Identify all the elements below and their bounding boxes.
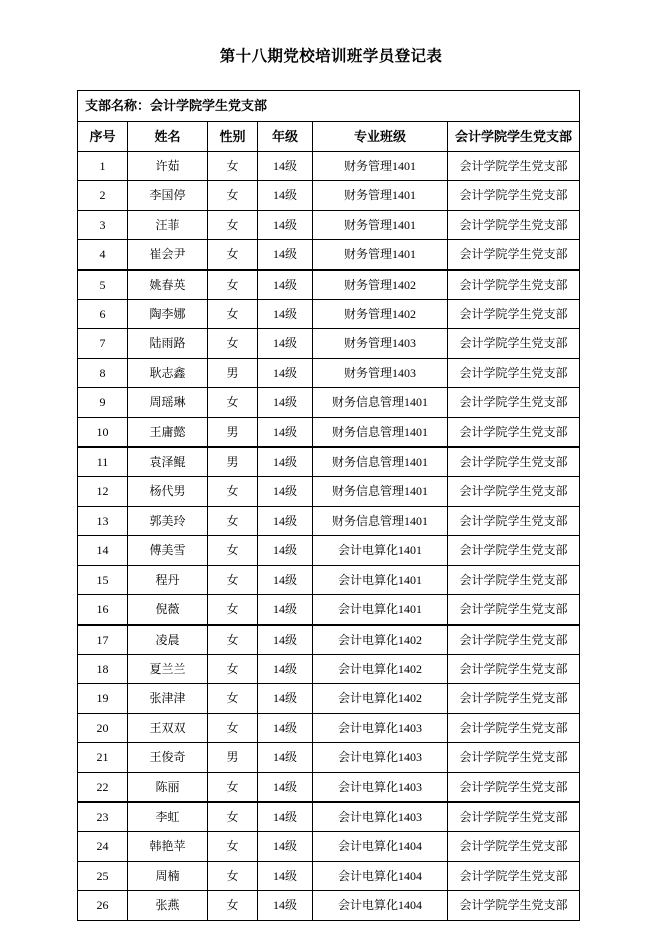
student-gender: 女 [208,684,258,713]
table-row [78,861,580,890]
student-major: 财务管理1403 [313,329,448,358]
student-seq: 13 [78,506,128,535]
student-gender: 女 [208,300,258,329]
student-name: 袁泽鲲 [128,447,208,477]
student-branch: 会计学院学生党支部 [448,388,580,417]
student-branch: 会计学院学生党支部 [448,625,580,655]
student-gender: 女 [208,861,258,890]
student-grade: 14级 [258,447,313,477]
student-major: 财务信息管理1401 [313,477,448,506]
student-major: 会计电算化1401 [313,536,448,565]
student-major: 会计电算化1403 [313,772,448,802]
student-name: 姚春英 [128,270,208,300]
student-gender: 女 [208,595,258,625]
student-gender: 女 [208,802,258,832]
student-seq: 12 [78,477,128,506]
student-gender: 女 [208,270,258,300]
student-branch: 会计学院学生党支部 [448,358,580,387]
table-row [78,654,580,683]
student-gender: 女 [208,240,258,270]
student-name: 王俊奇 [128,743,208,772]
student-grade: 14级 [258,684,313,713]
student-major: 会计电算化1404 [313,832,448,861]
student-seq: 21 [78,743,128,772]
table-row [78,802,580,832]
student-major: 财务管理1401 [313,181,448,210]
table-body [78,91,580,921]
student-major: 财务信息管理1401 [313,447,448,477]
column-header-major: 专业班级 [313,122,448,152]
student-grade: 14级 [258,506,313,535]
student-branch: 会计学院学生党支部 [448,417,580,447]
student-grade: 14级 [258,181,313,210]
student-gender: 女 [208,891,258,920]
student-branch: 会计学院学生党支部 [448,684,580,713]
table-row [78,477,580,506]
student-grade: 14级 [258,654,313,683]
table-row [78,152,580,181]
student-name: 程丹 [128,565,208,594]
column-header-branch: 会计学院学生党支部 [448,122,580,152]
student-seq: 18 [78,654,128,683]
student-major: 财务信息管理1401 [313,388,448,417]
student-grade: 14级 [258,861,313,890]
student-seq: 3 [78,210,128,239]
column-header-grade: 年级 [258,122,313,152]
student-branch: 会计学院学生党支部 [448,447,580,477]
branch-name-label: 支部名称：会计学院学生党支部 [78,91,580,122]
student-branch: 会计学院学生党支部 [448,536,580,565]
table-row [78,270,580,300]
student-name: 许茹 [128,152,208,181]
student-branch: 会计学院学生党支部 [448,772,580,802]
table-row [78,536,580,565]
registration-table [77,90,580,921]
table-row [78,417,580,447]
student-name: 张燕 [128,891,208,920]
student-grade: 14级 [258,891,313,920]
page-title: 第十八期党校培训班学员登记表 [219,48,443,65]
table-row [78,625,580,655]
student-name: 李国停 [128,181,208,210]
student-major: 会计电算化1404 [313,891,448,920]
student-seq: 2 [78,181,128,210]
student-grade: 14级 [258,743,313,772]
student-seq: 24 [78,832,128,861]
student-seq: 8 [78,358,128,387]
student-seq: 4 [78,240,128,270]
student-gender: 女 [208,625,258,655]
student-seq: 14 [78,536,128,565]
table-header-row [78,122,580,152]
student-branch: 会计学院学生党支部 [448,713,580,742]
student-grade: 14级 [258,358,313,387]
student-branch: 会计学院学生党支部 [448,595,580,625]
student-major: 财务管理1401 [313,210,448,239]
student-name: 陶李娜 [128,300,208,329]
table-row [78,210,580,239]
student-grade: 14级 [258,152,313,181]
student-seq: 22 [78,772,128,802]
student-branch: 会计学院学生党支部 [448,477,580,506]
student-name: 耿志鑫 [128,358,208,387]
student-major: 会计电算化1401 [313,595,448,625]
student-seq: 26 [78,891,128,920]
student-gender: 女 [208,536,258,565]
student-major: 会计电算化1404 [313,861,448,890]
table-row [78,832,580,861]
student-grade: 14级 [258,388,313,417]
student-branch: 会计学院学生党支部 [448,152,580,181]
branch-name-row [78,91,580,122]
student-branch: 会计学院学生党支部 [448,565,580,594]
student-seq: 17 [78,625,128,655]
student-name: 杨代男 [128,477,208,506]
student-branch: 会计学院学生党支部 [448,506,580,535]
student-gender: 女 [208,181,258,210]
student-grade: 14级 [258,802,313,832]
table-row [78,565,580,594]
student-grade: 14级 [258,772,313,802]
student-grade: 14级 [258,713,313,742]
student-gender: 女 [208,654,258,683]
student-branch: 会计学院学生党支部 [448,300,580,329]
student-seq: 11 [78,447,128,477]
student-seq: 6 [78,300,128,329]
student-major: 会计电算化1401 [313,565,448,594]
student-grade: 14级 [258,417,313,447]
student-name: 汪菲 [128,210,208,239]
student-seq: 7 [78,329,128,358]
student-name: 郭美玲 [128,506,208,535]
table-row [78,595,580,625]
table-row [78,506,580,535]
table-row [78,358,580,387]
student-branch: 会计学院学生党支部 [448,240,580,270]
student-gender: 女 [208,210,258,239]
student-major: 财务管理1402 [313,300,448,329]
student-major: 会计电算化1403 [313,743,448,772]
student-grade: 14级 [258,329,313,358]
student-gender: 女 [208,713,258,742]
student-name: 王双双 [128,713,208,742]
student-name: 陈丽 [128,772,208,802]
student-major: 会计电算化1402 [313,684,448,713]
student-major: 财务管理1402 [313,270,448,300]
student-name: 傅美雪 [128,536,208,565]
student-branch: 会计学院学生党支部 [448,210,580,239]
student-grade: 14级 [258,240,313,270]
table-row [78,743,580,772]
student-grade: 14级 [258,625,313,655]
student-branch: 会计学院学生党支部 [448,743,580,772]
student-grade: 14级 [258,536,313,565]
student-branch: 会计学院学生党支部 [448,891,580,920]
student-branch: 会计学院学生党支部 [448,832,580,861]
student-grade: 14级 [258,565,313,594]
student-name: 张津津 [128,684,208,713]
student-gender: 男 [208,358,258,387]
student-grade: 14级 [258,210,313,239]
student-grade: 14级 [258,300,313,329]
registration-table-wrapper [77,90,579,921]
student-branch: 会计学院学生党支部 [448,802,580,832]
student-seq: 9 [78,388,128,417]
student-name: 崔会尹 [128,240,208,270]
table-row [78,240,580,270]
table-row [78,891,580,920]
student-major: 财务管理1401 [313,240,448,270]
student-gender: 女 [208,329,258,358]
student-branch: 会计学院学生党支部 [448,861,580,890]
student-major: 财务信息管理1401 [313,506,448,535]
student-gender: 女 [208,772,258,802]
student-major: 会计电算化1403 [313,713,448,742]
student-seq: 15 [78,565,128,594]
table-row [78,684,580,713]
student-branch: 会计学院学生党支部 [448,270,580,300]
student-seq: 19 [78,684,128,713]
student-seq: 10 [78,417,128,447]
column-header-gender: 性别 [208,122,258,152]
student-seq: 23 [78,802,128,832]
student-name: 周瑶琳 [128,388,208,417]
student-gender: 女 [208,388,258,417]
student-name: 陆雨路 [128,329,208,358]
student-name: 凌晨 [128,625,208,655]
student-major: 会计电算化1402 [313,625,448,655]
student-seq: 1 [78,152,128,181]
column-header-name: 姓名 [128,122,208,152]
student-seq: 25 [78,861,128,890]
student-gender: 男 [208,417,258,447]
student-seq: 20 [78,713,128,742]
student-name: 韩艳苹 [128,832,208,861]
student-grade: 14级 [258,832,313,861]
student-major: 财务管理1403 [313,358,448,387]
student-gender: 女 [208,832,258,861]
student-grade: 14级 [258,270,313,300]
table-row [78,772,580,802]
student-seq: 5 [78,270,128,300]
student-grade: 14级 [258,595,313,625]
student-name: 周楠 [128,861,208,890]
student-gender: 女 [208,565,258,594]
table-row [78,329,580,358]
table-row [78,447,580,477]
student-branch: 会计学院学生党支部 [448,181,580,210]
student-grade: 14级 [258,477,313,506]
student-name: 夏兰兰 [128,654,208,683]
student-name: 王庸懿 [128,417,208,447]
column-header-seq: 序号 [78,122,128,152]
student-gender: 女 [208,152,258,181]
table-row [78,388,580,417]
student-major: 会计电算化1402 [313,654,448,683]
student-major: 会计电算化1403 [313,802,448,832]
table-row [78,300,580,329]
student-gender: 男 [208,447,258,477]
student-seq: 16 [78,595,128,625]
student-name: 倪薇 [128,595,208,625]
table-row [78,713,580,742]
student-gender: 女 [208,506,258,535]
student-name: 李虹 [128,802,208,832]
table-row [78,181,580,210]
student-gender: 男 [208,743,258,772]
student-major: 财务信息管理1401 [313,417,448,447]
student-major: 财务管理1401 [313,152,448,181]
student-gender: 女 [208,477,258,506]
student-branch: 会计学院学生党支部 [448,654,580,683]
student-branch: 会计学院学生党支部 [448,329,580,358]
